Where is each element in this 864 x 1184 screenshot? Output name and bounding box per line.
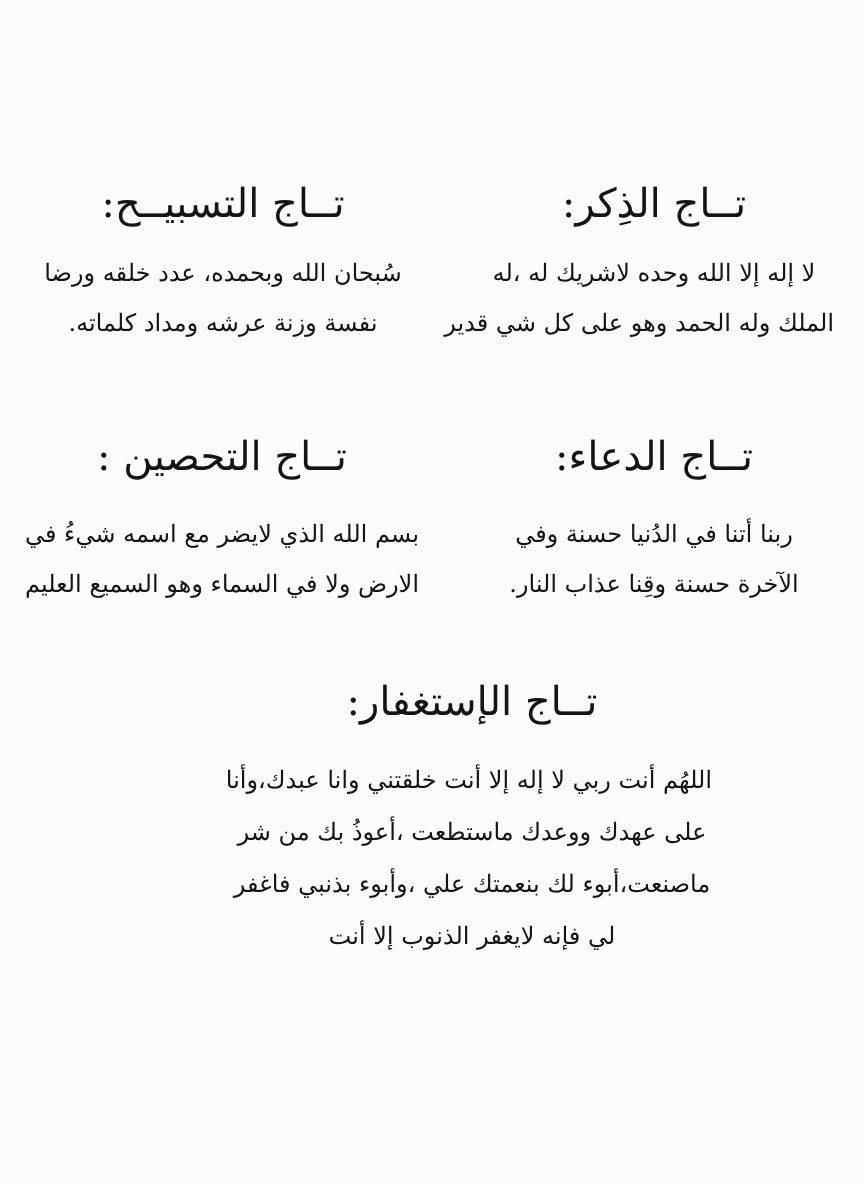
text-line: لي فإنه لايغفر الذنوب إلا أنت <box>328 922 616 950</box>
section-title: تــاج التحصين : <box>97 434 347 480</box>
text-line: ربنا أتنا في الدُنيا حسنة وفي <box>515 520 793 548</box>
section-duaa <box>474 435 834 609</box>
section-text <box>22 509 422 609</box>
text-line: الآخرة حسنة وقِنا عذاب النار. <box>509 570 799 598</box>
text-line: ماصنعت،أبوء لك بنعمتك علي ،وأبوء بذنبي فاغفر <box>233 870 711 898</box>
section-dhikr <box>444 181 834 348</box>
text-line: لا إله إلا الله وحده لاشريك له ،له <box>492 259 816 287</box>
text-line: الملك وله الحمد وهو على كل شي قدير <box>444 309 834 337</box>
text-line: نفسة وزنة عرشه ومداد كلماته. <box>68 309 378 337</box>
section-tahseen <box>22 435 422 609</box>
section-text <box>28 248 418 348</box>
section-text <box>474 509 834 609</box>
section-text <box>444 248 834 348</box>
text-line: على عهدك ووعدك ماستطعت ،أعوذُ بك من شر <box>237 818 707 846</box>
text-line: اللهُم أنت ربي لا إله إلا أنت خلقتني وانا عبدك،وأنا <box>225 766 712 794</box>
text-line: الارض ولا في السماء وهو السميع العليم <box>25 570 419 598</box>
section-istighfar <box>225 679 712 962</box>
section-title: تــاج الدعاء: <box>555 434 753 480</box>
section-text <box>225 754 712 962</box>
text-line: بسم الله الذي لايضر مع اسمه شيءُ في <box>24 520 420 548</box>
section-title: تــاج الإستغفار: <box>346 679 598 725</box>
section-title: تــاج الذِكر: <box>561 181 747 227</box>
text-line: سُبحان الله وبحمده، عدد خلقه ورضا <box>44 259 402 287</box>
section-tasbeeh <box>28 182 418 348</box>
section-title: تــاج التسبيــح: <box>101 181 345 227</box>
